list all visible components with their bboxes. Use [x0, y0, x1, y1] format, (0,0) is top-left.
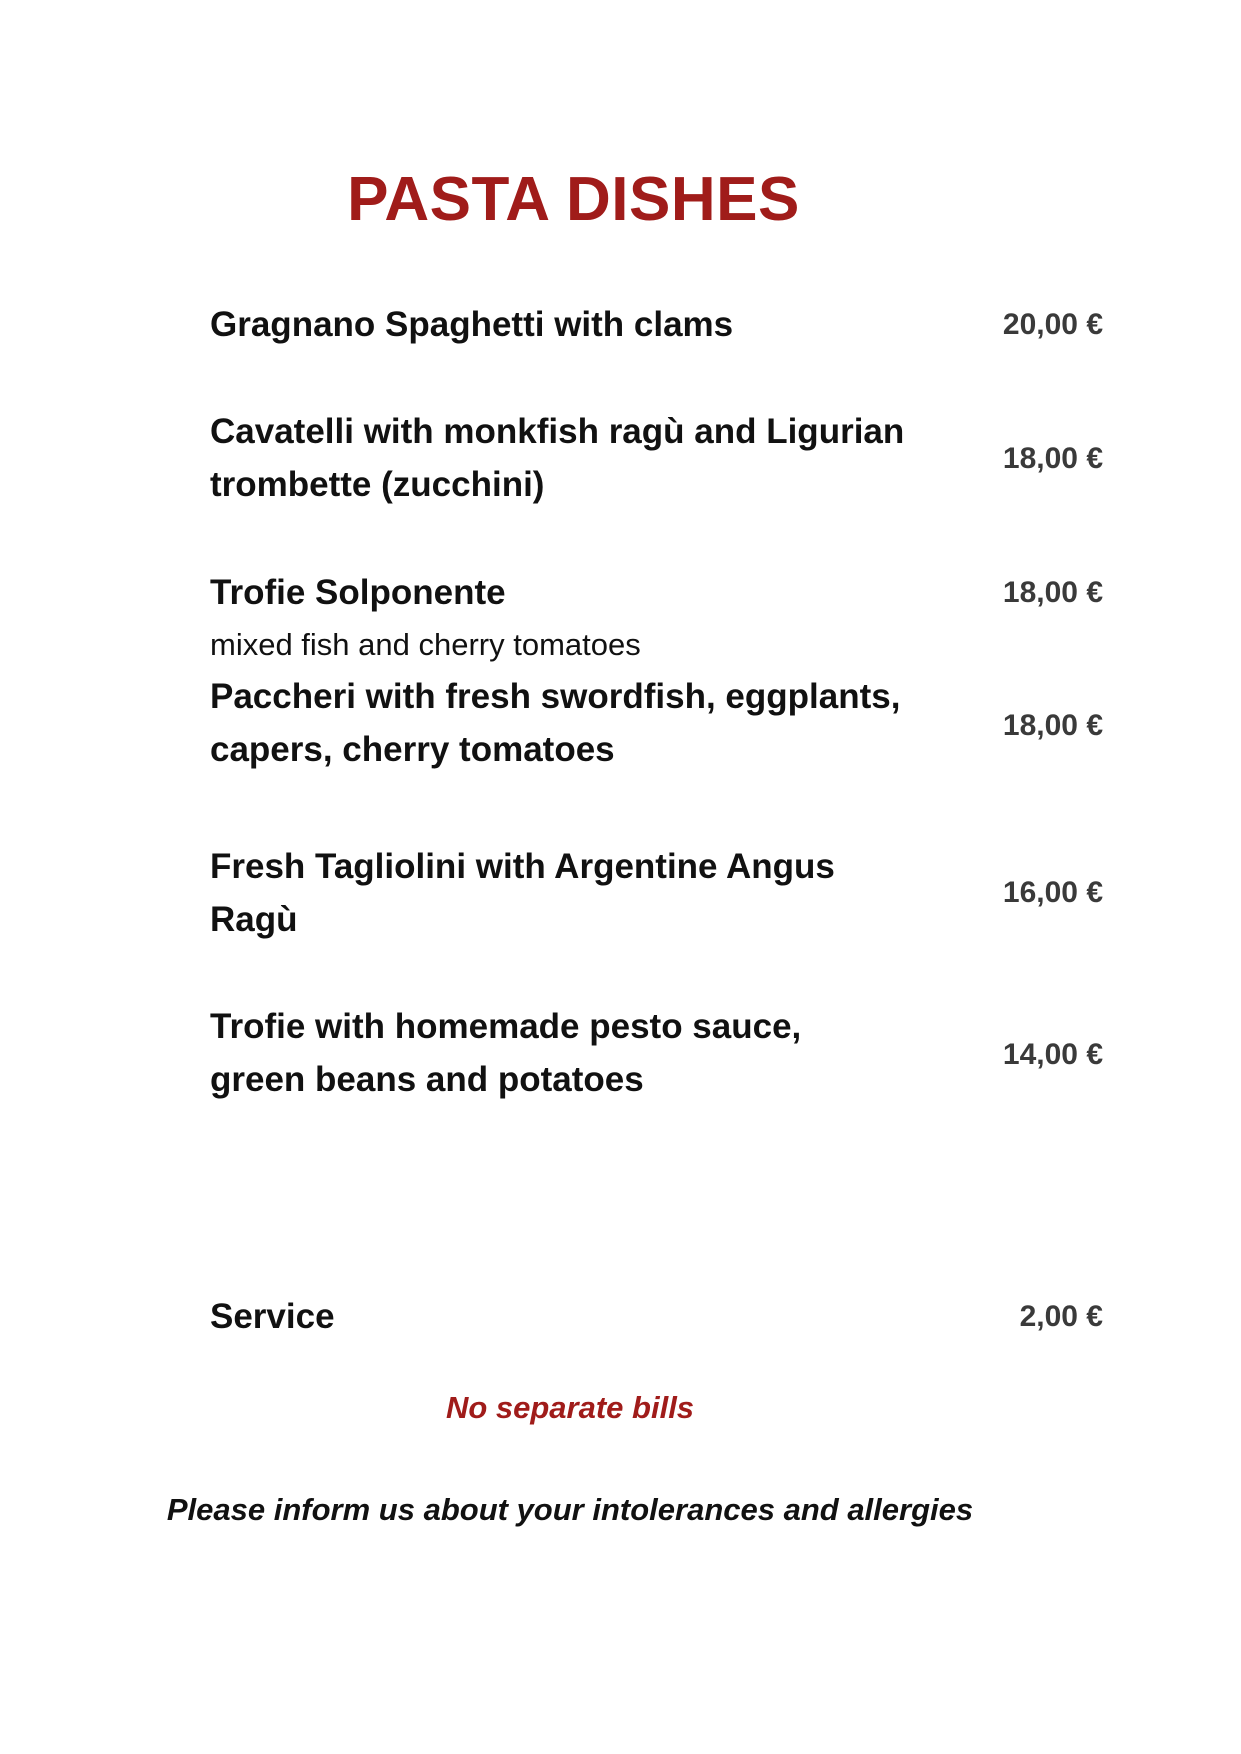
- menu-item-price: 16,00 €: [1002, 876, 1103, 909]
- allergies-note: Please inform us about your intolerances and allergies: [166, 1492, 974, 1527]
- menu-item-price: 18,00 €: [1002, 709, 1103, 742]
- no-separate-bills-note: No separate bills: [445, 1390, 695, 1425]
- menu-item-name: Paccheri with fresh swordfish, eggplants,: [210, 677, 901, 716]
- service-label: Service: [210, 1297, 335, 1336]
- menu-item-name: Cavatelli with monkfish ragù and Ligurian: [210, 412, 905, 451]
- menu-item-name: Fresh Tagliolini with Argentine Angus: [210, 847, 835, 886]
- menu-item-name: green beans and potatoes: [210, 1060, 644, 1099]
- menu-item-price: 18,00 €: [1002, 576, 1103, 609]
- menu-item-name: capers, cherry tomatoes: [210, 730, 615, 769]
- menu-item-price: 14,00 €: [1002, 1038, 1103, 1071]
- service-price: 2,00 €: [1019, 1300, 1103, 1333]
- menu-item-name: trombette (zucchini): [210, 465, 545, 504]
- menu-item-price: 18,00 €: [1002, 442, 1103, 475]
- menu-item-name: Ragù: [210, 900, 298, 939]
- menu-item-name: Trofie with homemade pesto sauce,: [210, 1007, 802, 1046]
- menu-item-name: Gragnano Spaghetti with clams: [210, 305, 734, 344]
- menu-item-name: Trofie Solponente: [210, 573, 506, 612]
- page-title: PASTA DISHES: [347, 165, 800, 234]
- menu-item-price: 20,00 €: [1002, 308, 1103, 341]
- menu-item-description: mixed fish and cherry tomatoes: [210, 627, 641, 662]
